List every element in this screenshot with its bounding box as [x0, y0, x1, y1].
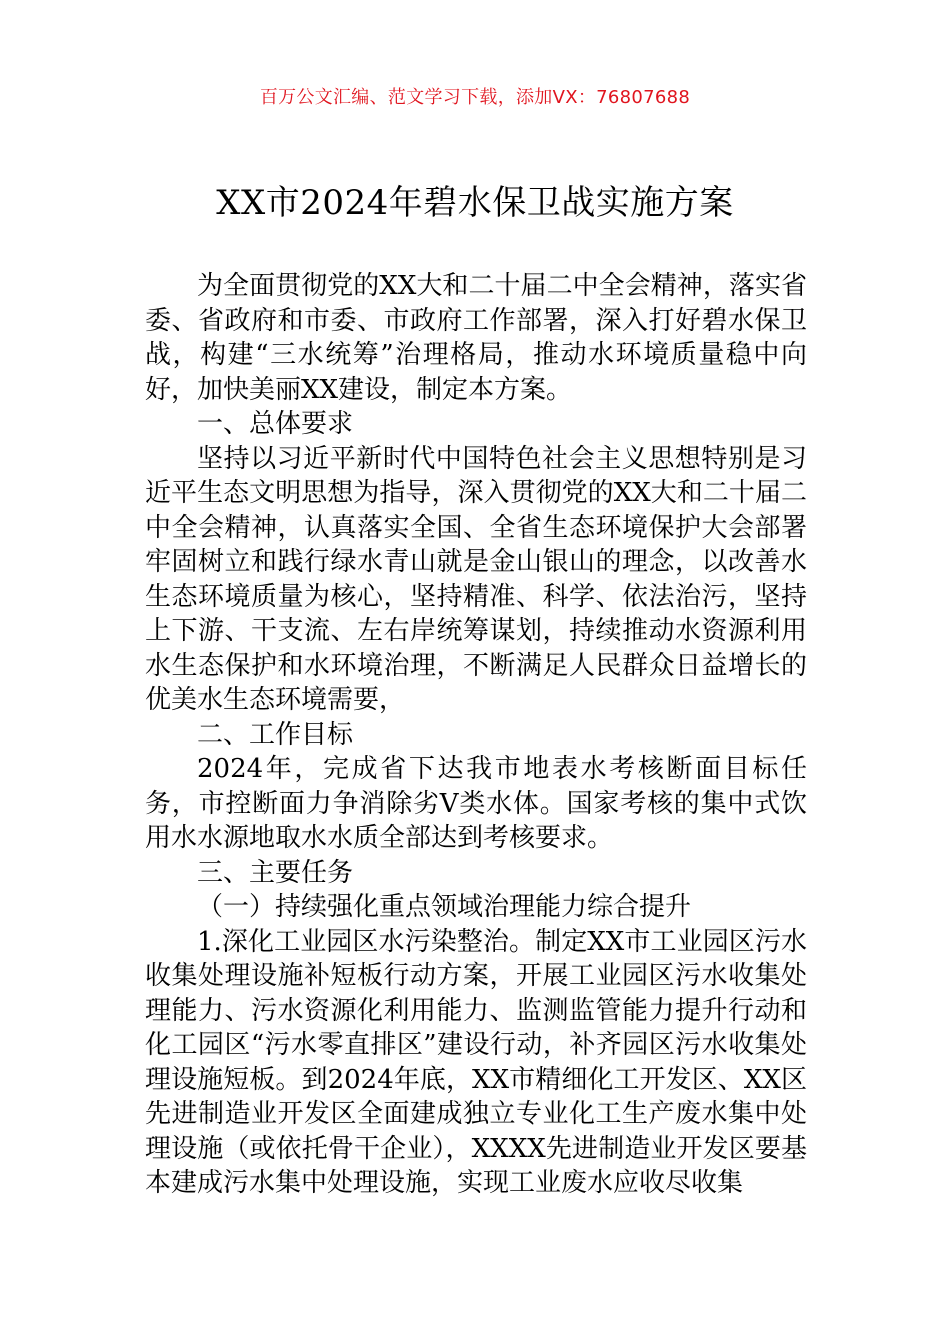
- intro-paragraph: 为全面贯彻党的XX大和二十届二中全会精神，落实省委、省政府和市委、市政府工作部署，深入打好碧水保卫战，构建“三水统筹”治理格局，推动水环境质量稳中向好，加快美丽XX建设，制定本方案。: [145, 271, 807, 405]
- body-paragraph: 2024年，完成省下达我市地表水考核断面目标任务，市控断面力争消除劣V类水体。国家考核的集中式饮用水水源地取水水质全部达到考核要求。: [145, 754, 807, 853]
- body-paragraph: 坚持以习近平新时代中国特色社会主义思想特别是习近平生态文明思想为指导，深入贯彻党的XX大和二十届二中全会精神，认真落实全国、全省生态环境保护大会部署牢固树立和践行绿水青山就是金山银山的理念，以改善水生态环境质量为核心，坚持精准、科学、依法治污，坚持上下游、干支流、左右岸统筹谋划，持续推动水资源利用水生态保护和水环境治理，不断满足人民群众日益增长的优美水生态环境需要，: [145, 443, 807, 715]
- document-body: [145, 269, 807, 1201]
- document-title: XX市2024年碧水保卫战实施方案: [216, 183, 734, 223]
- section-heading: 二、工作目标: [197, 719, 354, 750]
- section-heading: 一、总体要求: [197, 409, 354, 439]
- subsection-heading: （一）持续强化重点领域治理能力综合提升: [197, 892, 692, 922]
- section-heading: 三、主要任务: [197, 857, 354, 888]
- promo-banner: 百万公文汇编、范文学习下载，添加VX：76807688: [259, 87, 691, 108]
- body-paragraph: 1.深化工业园区水污染整治。制定XX市工业园区污水收集处理设施补短板行动方案，开展工业园区污水收集处理能力、污水资源化利用能力、监测监管能力提升行动和化工园区“污水零直排区”建设行动，补齐园区污水收集处理设施短板。到2024年底，XX市精细化工开发区、XX区先进制造业开发区全面建成独立专业化工生产废水集中处理设施（或依托骨干企业），XXXX先进制造业开发区要基本建成污水集中处理设施，实现工业废水应收尽收集: [145, 926, 807, 1198]
